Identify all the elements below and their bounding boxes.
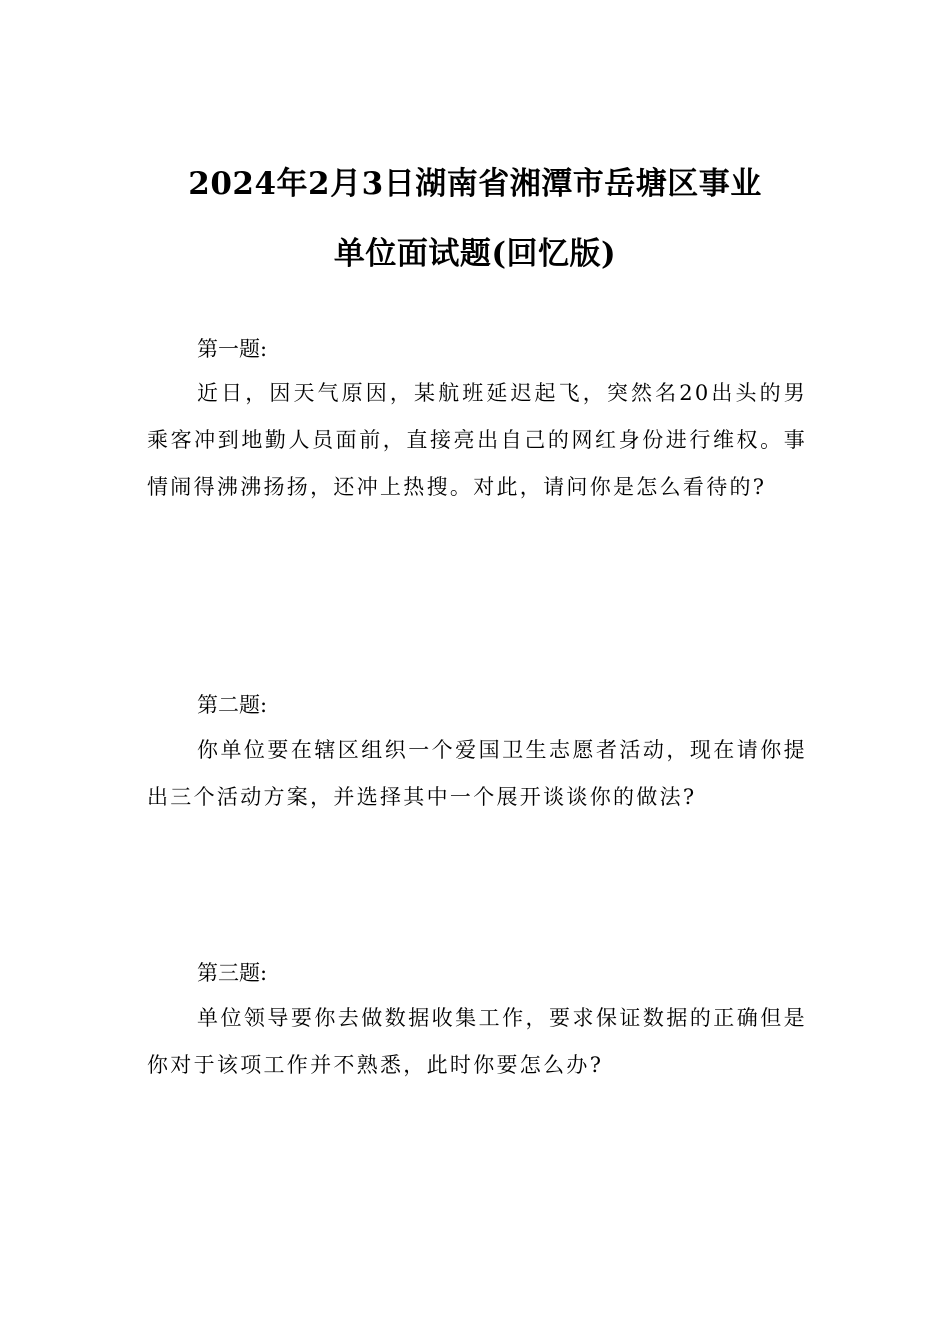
question-2-text: 你单位要在辖区组织一个爱国卫生志愿者活动，现在请你提出三个活动方案，并选择其中一个展开谈谈你的做法? — [147, 738, 807, 809]
question-1-text: 近日，因天气原因，某航班延迟起飞，突然名20出头的男乘客冲到地勤人员面前，直接亮出自己的网红身份进行维权。事情闹得沸沸扬扬，还冲上热搜。对此，请问你是怎么看待的? — [147, 381, 807, 499]
document-title-line-1: 2024年2月3日湖南省湘潭市岳塘区事业 — [188, 166, 762, 202]
question-3-text: 单位领导要你去做数据收集工作，要求保证数据的正确但是你对于该项工作并不熟悉，此时你要怎么办? — [147, 1006, 807, 1077]
question-2-label: 第二题: — [197, 693, 268, 717]
document-title-line-2: 单位面试题(回忆版) — [333, 236, 617, 272]
question-1-label: 第一题: — [197, 337, 268, 361]
question-3-label: 第三题: — [197, 961, 268, 985]
